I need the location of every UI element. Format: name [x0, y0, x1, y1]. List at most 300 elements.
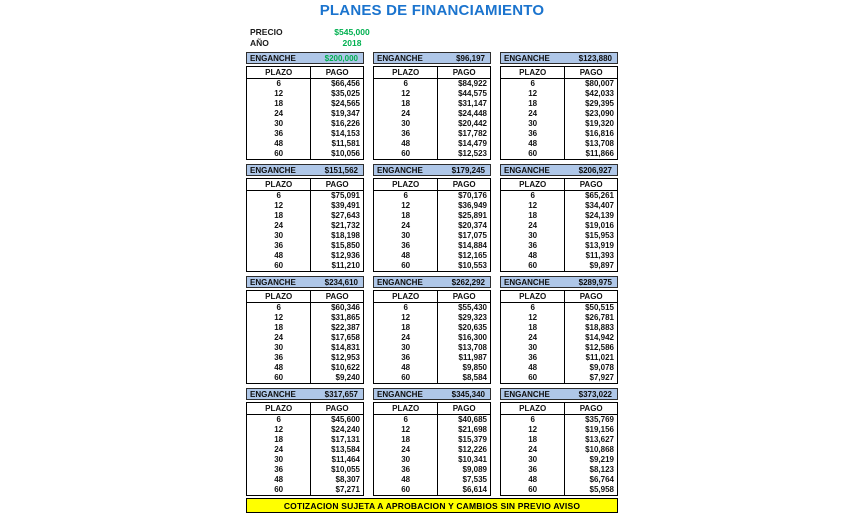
pago-cell: $11,210 [331, 261, 360, 270]
pago-column-header: PAGO [438, 179, 491, 191]
enganche-header [500, 164, 618, 176]
payment-row [501, 363, 618, 373]
plazo-cell: 48 [501, 251, 565, 261]
plazo-cell: 12 [247, 425, 311, 435]
pago-cell: $15,953 [585, 231, 614, 240]
payment-row [374, 455, 491, 465]
financing-plan-card [500, 388, 618, 496]
pago-cell: $65,261 [585, 191, 614, 200]
payment-row [501, 313, 618, 323]
plazo-cell: 48 [247, 475, 311, 485]
plazo-cell: 60 [247, 261, 311, 272]
pago-cell: $9,240 [335, 373, 360, 382]
plazo-cell: 36 [501, 241, 565, 251]
plazo-cell: 60 [374, 485, 438, 496]
payment-row [247, 373, 364, 384]
plazo-cell: 30 [501, 455, 565, 465]
plazo-cell: 18 [247, 99, 311, 109]
payment-row [247, 89, 364, 99]
pago-cell: $66,456 [331, 79, 360, 88]
pago-cell: $45,600 [331, 415, 360, 424]
payment-row [501, 485, 618, 496]
plazo-column-header: PLAZO [247, 179, 311, 191]
enganche-value: $179,245 [451, 165, 485, 175]
pago-cell: $16,226 [331, 119, 360, 128]
payment-row [501, 373, 618, 384]
plazo-cell: 30 [247, 343, 311, 353]
plazo-cell: 18 [374, 99, 438, 109]
plazo-cell: 24 [247, 109, 311, 119]
plazo-cell: 60 [247, 485, 311, 496]
plazo-cell: 60 [501, 485, 565, 496]
payment-row [374, 323, 491, 333]
pago-cell: $13,919 [585, 241, 614, 250]
pago-cell: $12,586 [585, 343, 614, 352]
pago-cell: $19,016 [585, 221, 614, 230]
payment-table [246, 290, 364, 384]
pago-cell: $8,584 [462, 373, 487, 382]
payment-table-header-row [374, 403, 491, 415]
plazo-cell: 12 [374, 89, 438, 99]
plazo-column-header: PLAZO [247, 67, 311, 79]
pago-column-header: PAGO [311, 403, 364, 415]
pago-cell: $12,936 [331, 251, 360, 260]
payment-row [374, 353, 491, 363]
pago-cell: $16,300 [458, 333, 487, 342]
payment-row [247, 333, 364, 343]
plazo-column-header: PLAZO [501, 291, 565, 303]
enganche-header [373, 164, 491, 176]
plazo-cell: 24 [374, 109, 438, 119]
payment-row [247, 485, 364, 496]
pago-cell: $40,685 [458, 415, 487, 424]
pago-cell: $18,883 [585, 323, 614, 332]
payment-row [247, 343, 364, 353]
payment-row [501, 109, 618, 119]
plazo-cell: 60 [374, 149, 438, 160]
payment-table-header-row [374, 291, 491, 303]
payment-row [501, 251, 618, 261]
enganche-value: $151,562 [324, 165, 358, 175]
payment-table [500, 66, 618, 160]
enganche-value: $206,927 [578, 165, 612, 175]
plazo-column-header: PLAZO [374, 67, 438, 79]
enganche-label: ENGANCHE [250, 389, 296, 399]
pago-cell: $18,198 [331, 231, 360, 240]
plazo-cell: 18 [247, 211, 311, 221]
pago-cell: $11,581 [331, 139, 360, 148]
payment-row [374, 79, 491, 90]
pago-cell: $21,732 [331, 221, 360, 230]
plazo-cell: 24 [247, 333, 311, 343]
financing-plans-sheet [246, 0, 618, 513]
plazo-cell: 18 [247, 435, 311, 445]
plazo-cell: 18 [501, 211, 565, 221]
payment-row [374, 241, 491, 251]
plazo-cell: 24 [247, 221, 311, 231]
payment-row [374, 475, 491, 485]
payment-table [500, 178, 618, 272]
pago-cell: $35,769 [585, 415, 614, 424]
plazo-cell: 60 [501, 149, 565, 160]
pago-cell: $80,007 [585, 79, 614, 88]
pago-cell: $14,831 [331, 343, 360, 352]
pago-cell: $11,866 [585, 149, 614, 158]
pago-column-header: PAGO [311, 179, 364, 191]
plazo-cell: 6 [501, 79, 565, 90]
plazo-column-header: PLAZO [501, 67, 565, 79]
plazo-cell: 24 [501, 333, 565, 343]
plazo-cell: 36 [374, 241, 438, 251]
plazo-cell: 36 [374, 353, 438, 363]
payment-row [374, 231, 491, 241]
payment-row [501, 415, 618, 426]
payment-row [501, 129, 618, 139]
enganche-header [500, 276, 618, 288]
pago-column-header: PAGO [438, 67, 491, 79]
enganche-header [373, 388, 491, 400]
payment-table [373, 178, 491, 272]
pago-cell: $20,635 [458, 323, 487, 332]
ano-label: AÑO [250, 37, 269, 48]
plazo-cell: 30 [374, 119, 438, 129]
enganche-label: ENGANCHE [250, 277, 296, 287]
plazo-cell: 24 [501, 109, 565, 119]
financing-plan-card [500, 276, 618, 384]
precio-label: PRECIO [250, 26, 283, 37]
pago-cell: $24,565 [331, 99, 360, 108]
pago-cell: $50,515 [585, 303, 614, 312]
payment-row [374, 333, 491, 343]
payment-row [501, 211, 618, 221]
payment-table-header-row [247, 291, 364, 303]
payment-table [373, 66, 491, 160]
pago-cell: $27,643 [331, 211, 360, 220]
payment-table-header-row [501, 403, 618, 415]
plazo-cell: 36 [247, 465, 311, 475]
pago-cell: $17,075 [458, 231, 487, 240]
payment-row [374, 139, 491, 149]
plazo-cell: 36 [247, 241, 311, 251]
enganche-header [500, 388, 618, 400]
pago-cell: $10,622 [331, 363, 360, 372]
payment-row [501, 303, 618, 314]
plazo-cell: 6 [247, 303, 311, 314]
payment-row [374, 363, 491, 373]
plazo-cell: 48 [374, 139, 438, 149]
enganche-header [246, 52, 364, 64]
plazo-cell: 30 [247, 231, 311, 241]
plazo-column-header: PLAZO [501, 403, 565, 415]
plazo-cell: 12 [501, 425, 565, 435]
payment-row [247, 455, 364, 465]
payment-row [501, 89, 618, 99]
plazo-cell: 48 [501, 139, 565, 149]
enganche-value: $262,292 [451, 277, 485, 287]
plazo-cell: 48 [247, 363, 311, 373]
pago-cell: $44,575 [458, 89, 487, 98]
financing-plan-card [373, 164, 491, 272]
plazo-cell: 6 [374, 191, 438, 202]
payment-row [374, 89, 491, 99]
plazo-cell: 24 [247, 445, 311, 455]
payment-row [247, 211, 364, 221]
pago-cell: $42,033 [585, 89, 614, 98]
payment-row [374, 211, 491, 221]
plazo-cell: 60 [247, 149, 311, 160]
pago-cell: $35,025 [331, 89, 360, 98]
enganche-label: ENGANCHE [504, 53, 550, 63]
pago-cell: $24,240 [331, 425, 360, 434]
payment-row [247, 109, 364, 119]
pago-cell: $6,764 [589, 475, 614, 484]
plazo-cell: 24 [374, 221, 438, 231]
plazo-cell: 48 [374, 475, 438, 485]
pago-cell: $75,091 [331, 191, 360, 200]
payment-row [501, 435, 618, 445]
pago-cell: $17,782 [458, 129, 487, 138]
pago-cell: $9,219 [589, 455, 614, 464]
payment-row [247, 425, 364, 435]
payment-row [501, 79, 618, 90]
payment-row [374, 261, 491, 272]
plazo-cell: 48 [247, 139, 311, 149]
pago-cell: $12,953 [331, 353, 360, 362]
plazo-cell: 6 [501, 191, 565, 202]
pago-column-header: PAGO [565, 403, 618, 415]
payment-table [373, 402, 491, 496]
payment-row [247, 353, 364, 363]
ano-value: 2018 [342, 37, 362, 48]
plazo-cell: 6 [247, 415, 311, 426]
payment-row [501, 343, 618, 353]
pago-cell: $8,123 [589, 465, 614, 474]
financing-plan-card [373, 388, 491, 496]
plazo-cell: 24 [374, 333, 438, 343]
plazo-cell: 48 [374, 363, 438, 373]
payment-row [501, 323, 618, 333]
pago-cell: $39,491 [331, 201, 360, 210]
financing-plan-card [500, 52, 618, 160]
pago-cell: $7,271 [335, 485, 360, 494]
payment-table [246, 66, 364, 160]
pago-cell: $12,226 [458, 445, 487, 454]
pago-cell: $34,407 [585, 201, 614, 210]
enganche-header [373, 276, 491, 288]
pago-cell: $17,131 [331, 435, 360, 444]
pago-cell: $14,479 [458, 139, 487, 148]
payment-row [501, 119, 618, 129]
payment-table-header-row [374, 179, 491, 191]
payment-row [247, 323, 364, 333]
pago-cell: $29,323 [458, 313, 487, 322]
pago-cell: $15,850 [331, 241, 360, 250]
pago-column-header: PAGO [311, 291, 364, 303]
enganche-label: ENGANCHE [504, 277, 550, 287]
enganche-value: $96,197 [456, 53, 485, 63]
pago-cell: $9,850 [462, 363, 487, 372]
pago-cell: $11,987 [458, 353, 487, 362]
plazo-cell: 48 [247, 251, 311, 261]
plazo-cell: 12 [374, 313, 438, 323]
payment-row [247, 149, 364, 160]
pago-column-header: PAGO [565, 179, 618, 191]
plazo-cell: 12 [247, 201, 311, 211]
pago-cell: $13,627 [585, 435, 614, 444]
plazo-cell: 6 [247, 191, 311, 202]
plazo-cell: 30 [501, 231, 565, 241]
payment-table [500, 402, 618, 496]
payment-row [247, 435, 364, 445]
plazo-cell: 36 [501, 465, 565, 475]
payment-row [374, 149, 491, 160]
payment-row [247, 363, 364, 373]
price-info-block [250, 26, 618, 48]
payment-row [247, 119, 364, 129]
pago-cell: $10,056 [331, 149, 360, 158]
enganche-value: $317,657 [324, 389, 358, 399]
pago-cell: $20,442 [458, 119, 487, 128]
plazo-cell: 60 [374, 373, 438, 384]
pago-cell: $70,176 [458, 191, 487, 200]
pago-cell: $6,614 [462, 485, 487, 494]
financing-plan-card [246, 388, 364, 496]
payment-row [501, 455, 618, 465]
plazo-cell: 30 [374, 455, 438, 465]
pago-cell: $19,347 [331, 109, 360, 118]
payment-row [247, 445, 364, 455]
payment-row [247, 221, 364, 231]
payment-row [247, 313, 364, 323]
plazo-column-header: PLAZO [247, 291, 311, 303]
enganche-header [373, 52, 491, 64]
pago-cell: $10,868 [585, 445, 614, 454]
enganche-value: $200,000 [324, 53, 358, 63]
payment-row [501, 231, 618, 241]
pago-cell: $22,387 [331, 323, 360, 332]
payment-row [374, 465, 491, 475]
plazo-cell: 18 [501, 435, 565, 445]
enganche-label: ENGANCHE [377, 389, 423, 399]
payment-table [246, 178, 364, 272]
plazo-cell: 18 [247, 323, 311, 333]
enganche-value: $123,880 [578, 53, 612, 63]
payment-table-header-row [501, 291, 618, 303]
payment-row [501, 475, 618, 485]
enganche-label: ENGANCHE [250, 165, 296, 175]
plazo-cell: 12 [501, 201, 565, 211]
enganche-value: $234,610 [324, 277, 358, 287]
financing-plan-card [373, 276, 491, 384]
pago-column-header: PAGO [438, 291, 491, 303]
plazo-cell: 30 [501, 119, 565, 129]
plazo-cell: 36 [374, 465, 438, 475]
payment-row [374, 191, 491, 202]
payment-row [247, 79, 364, 90]
payment-row [501, 333, 618, 343]
payment-row [374, 373, 491, 384]
pago-cell: $12,523 [458, 149, 487, 158]
payment-row [247, 139, 364, 149]
pago-cell: $5,958 [589, 485, 614, 494]
payment-table-header-row [374, 67, 491, 79]
plazo-cell: 30 [374, 231, 438, 241]
plazo-cell: 60 [501, 261, 565, 272]
pago-cell: $60,346 [331, 303, 360, 312]
page-title: PLANES DE FINANCIAMIENTO [319, 2, 545, 19]
payment-row [247, 251, 364, 261]
plazo-column-header: PLAZO [374, 403, 438, 415]
pago-cell: $17,658 [331, 333, 360, 342]
payment-row [374, 119, 491, 129]
plazo-column-header: PLAZO [374, 179, 438, 191]
pago-cell: $7,927 [589, 373, 614, 382]
payment-table-header-row [247, 67, 364, 79]
payment-row [374, 201, 491, 211]
ano-row [250, 37, 618, 48]
payment-row [247, 129, 364, 139]
payment-row [247, 231, 364, 241]
plazo-cell: 18 [374, 435, 438, 445]
payment-row [374, 435, 491, 445]
pago-cell: $23,090 [585, 109, 614, 118]
payment-row [247, 201, 364, 211]
pago-cell: $31,865 [331, 313, 360, 322]
pago-column-header: PAGO [438, 403, 491, 415]
payment-row [374, 99, 491, 109]
plazo-cell: 12 [374, 425, 438, 435]
payment-row [501, 221, 618, 231]
plazo-column-header: PLAZO [374, 291, 438, 303]
payment-row [374, 313, 491, 323]
pago-cell: $11,021 [585, 353, 614, 362]
plazo-cell: 12 [247, 89, 311, 99]
payment-table-header-row [247, 179, 364, 191]
payment-row [501, 99, 618, 109]
payment-row [501, 261, 618, 272]
enganche-value: $373,022 [578, 389, 612, 399]
enganche-value: $289,975 [578, 277, 612, 287]
pago-cell: $9,089 [462, 465, 487, 474]
pago-cell: $14,942 [585, 333, 614, 342]
plazo-cell: 36 [247, 353, 311, 363]
pago-cell: $10,341 [458, 455, 487, 464]
plazo-cell: 12 [374, 201, 438, 211]
payment-row [374, 485, 491, 496]
pago-cell: $20,374 [458, 221, 487, 230]
payment-row [501, 139, 618, 149]
enganche-header [500, 52, 618, 64]
pago-cell: $14,153 [331, 129, 360, 138]
precio-value: $545,000 [334, 26, 370, 37]
pago-cell: $36,949 [458, 201, 487, 210]
payment-table-header-row [501, 179, 618, 191]
payment-row [247, 191, 364, 202]
payment-table [373, 290, 491, 384]
payment-row [374, 129, 491, 139]
enganche-label: ENGANCHE [377, 165, 423, 175]
enganche-value: $345,340 [451, 389, 485, 399]
plazo-cell: 24 [501, 221, 565, 231]
payment-row [247, 261, 364, 272]
pago-cell: $9,078 [589, 363, 614, 372]
plazo-cell: 36 [374, 129, 438, 139]
financing-plan-card [500, 164, 618, 272]
enganche-label: ENGANCHE [377, 277, 423, 287]
pago-cell: $29,395 [585, 99, 614, 108]
pago-cell: $10,055 [331, 465, 360, 474]
financing-plan-card [246, 164, 364, 272]
